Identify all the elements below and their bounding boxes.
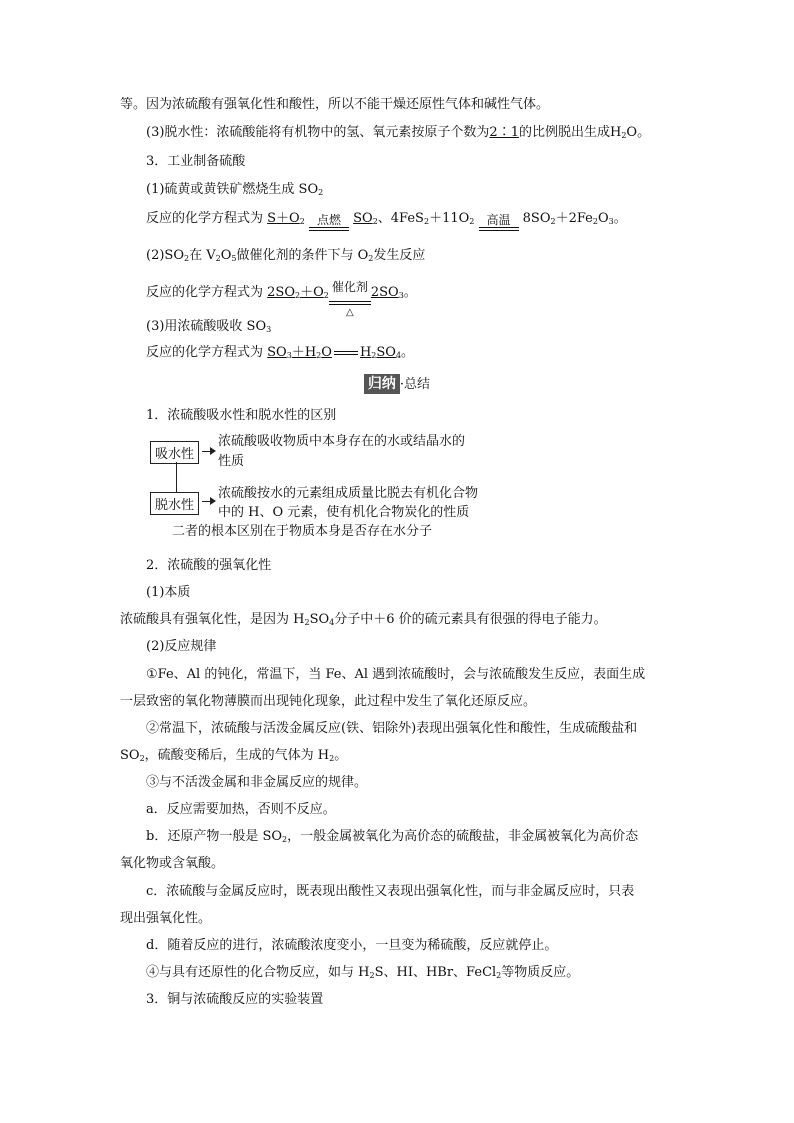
- subheading-rules: (2)反应规律: [146, 639, 217, 654]
- flow-text-2a: 浓硫酸按水的元素组成质量比脱去有机化合物: [218, 486, 479, 501]
- condition-ignite: 点燃: [309, 214, 349, 231]
- condition-high-temp: 高温: [479, 214, 519, 231]
- paragraph-essence: 浓硫酸具有强氧化性，是因为 $H_2SO_4$分子中＋6 价的硫元素具有很强的得电子能力。: [120, 612, 607, 627]
- arrow-2-head: [210, 497, 216, 505]
- reaction-2-equation: 反应的化学方程式为 $2SO_2+O_2$ 催化剂 △ $2SO_3$。: [146, 280, 417, 318]
- rule-2-line-1: ②常温下，浓硫酸与活泼金属反应(铁、铝除外)表现出强氧化性和酸性，生成硫酸盐和: [146, 721, 638, 736]
- rule-1-line-1: ①Fe、Al 的钝化，常温下，当 Fe、Al 遇到浓硫酸时，会与浓硫酸发生反应，表面生成: [146, 667, 646, 682]
- condition-catalyst: 催化剂 △: [329, 294, 371, 305]
- arrow-1-head: [210, 447, 216, 455]
- rule-3a: a．反应需要加热，否则不反应。: [146, 802, 336, 817]
- rule-4: ④与具有还原性的化合物反应，如与 $H_2S$、HI、HBr、FeCl$_2$等物质反应。: [146, 965, 580, 980]
- rule-2-line-2: $SO_2$，硫酸变稀后，生成的气体为 $H_2$。: [120, 748, 348, 763]
- rule-3c-line-1: c．浓硫酸与金属反应时，既表现出酸性又表现出强氧化性，而与非金属反应时，只表: [146, 884, 635, 899]
- box-water-absorption: 吸水性: [150, 441, 199, 464]
- box-dehydration: 脱水性: [150, 492, 199, 515]
- subheading-essence: (1)本质: [146, 585, 191, 600]
- reaction-3-equation: 反应的化学方程式为 $SO_3+H_2O$ $H_2SO_4$。: [146, 345, 415, 360]
- rule-3b-line-2: 氧化物或含氧酸。: [120, 856, 225, 871]
- step-3-title: (3)用浓硫酸吸收 $SO_3$: [146, 319, 272, 334]
- flow-text-1b: 性质: [218, 454, 245, 469]
- flow-text-3: 二者的根本区别在于物质本身是否存在水分子: [172, 524, 433, 539]
- rule-3d: d．随着反应的进行，浓硫酸浓度变小，一旦变为稀硫酸，反应就停止。: [146, 938, 558, 953]
- paragraph-drying: 等。因为浓硫酸有强氧化性和酸性，所以不能干燥还原性气体和碱性气体。: [120, 97, 550, 112]
- paragraph-dehydration: (3)脱水性：浓硫酸能将有机物中的氢、氧元素按原子个数为2∶1的比例脱出生成$H_2O$。: [146, 125, 651, 140]
- rule-3b-line-1: b．还原产物一般是 $SO_2$，一般金属被氧化为高价态的硫酸盐，非金属被氧化为高价态: [146, 829, 639, 844]
- flow-text-1a: 浓硫酸吸收物质中本身存在的水或结晶水的: [218, 434, 466, 449]
- ratio-underlined: 2∶1: [489, 125, 519, 140]
- step-1-title: (1)硫黄或黄铁矿燃烧生成 $SO_2$: [146, 182, 324, 197]
- summary-heading-1: 1．浓硫酸吸水性和脱水性的区别: [146, 408, 337, 423]
- summary-badge: 归纳: [364, 374, 400, 394]
- connector-vertical: [176, 462, 177, 492]
- rule-3c-line-2: 现出强氧化性。: [120, 911, 212, 926]
- step-2-title: $(2)SO_2$在 $V_2O_5$做催化剂的条件下与 $O_2$发生反应: [146, 248, 426, 263]
- rule-3: ③与不活泼金属和非金属反应的规律。: [146, 775, 368, 790]
- equals-double-line: [334, 351, 358, 355]
- flow-text-2b: 中的 H、O 元素，使有机化合物炭化的性质: [218, 505, 470, 520]
- reaction-1-equation: 反应的化学方程式为 $S+O_2$ 点燃 $SO_2$、$4FeS_2+11O_2$ 高温 $8SO_2+2Fe_2O_3$。: [146, 210, 627, 231]
- summary-heading-2: 2．浓硫酸的强氧化性: [146, 558, 272, 573]
- summary-header: 归纳 ·总结: [0, 374, 794, 394]
- summary-heading-3: 3．铜与浓硫酸反应的实验装置: [146, 992, 324, 1007]
- section-heading-industrial: 3．工业制备硫酸: [146, 154, 246, 169]
- rule-1-line-2: 一层致密的氧化物薄膜而出现钝化现象，此过程中发生了氧化还原反应。: [120, 694, 537, 709]
